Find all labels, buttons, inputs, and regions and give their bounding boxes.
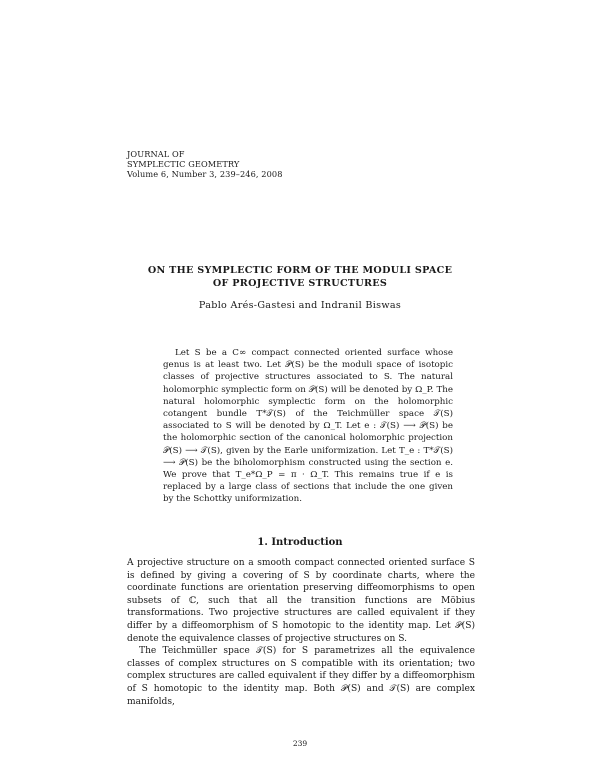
abstract-text: Let S be a C∞ compact connected oriented surface whose genus is at least two. Let 𝒫(S) be the moduli space of isotopic classes of projective structures associated to S. The natural holomorphic symplectic form on 𝒫(S) will be denoted by Ω_P. The natural holomorphic symplectic form on the holomorphic cotangent bundle T*𝒯(S) of the Teichmüller space 𝒯(S) associated to S will be denoted by Ω_T. Let e : 𝒯(S) ⟶ 𝒫(S) be the holomorphic section of the canonical holomorphic projection 𝒫(S) ⟶ 𝒯(S), given by the Earle uniformization. Let T_e : T*𝒯(S) ⟶ 𝒫(S) be the biholomorphism constructed using the section e. We prove that T_e*Ω_P = π · Ω_T. This remains true if e is replaced by a large class of sections that include the one given by the Schottky uniformization. bbox=[163, 348, 453, 505]
journal-header bbox=[127, 149, 283, 179]
paper-title-line2: OF PROJECTIVE STRUCTURES bbox=[212, 277, 388, 289]
abstract bbox=[163, 347, 453, 506]
page-number: 239 bbox=[292, 739, 308, 748]
section-heading: 1. Introduction bbox=[257, 537, 343, 548]
journal-name-line2: SYMPLECTIC GEOMETRY bbox=[127, 159, 240, 169]
paragraph: The Teichmüller space 𝒯(S) for S parametrizes all the equivalence classes of complex structures on S compatible with its orientation; two complex structures are called equivalent if they differ by a diffeomorphism of S homotopic to the identity map. Both 𝒫(S) and 𝒯(S) are complex manifolds, bbox=[127, 646, 475, 707]
journal-volume: Volume 6, Number 3, 239–246, 2008 bbox=[127, 169, 283, 179]
paper-title bbox=[110, 265, 490, 290]
journal-name-line1: JOURNAL OF bbox=[127, 149, 185, 159]
paragraph: A projective structure on a smooth compact connected oriented surface S is defined by giving a covering of S by coordinate charts, where the coordinate functions are orientation preserving diffeomorphisms to open subsets of ℂ, such that all the transition functions are Möbius transformations. Two projective structures are called equivalent if they differ by a diffeomorphism of S homotopic to the identity map. Let 𝒫(S) denote the equivalence classes of projective structures on S. bbox=[127, 558, 475, 644]
paper-title-line1: ON THE SYMPLECTIC FORM OF THE MODULI SPACE bbox=[147, 265, 453, 276]
authors: Pablo Arés-Gastesi and Indranil Biswas bbox=[198, 300, 402, 311]
introduction-body bbox=[127, 557, 475, 708]
